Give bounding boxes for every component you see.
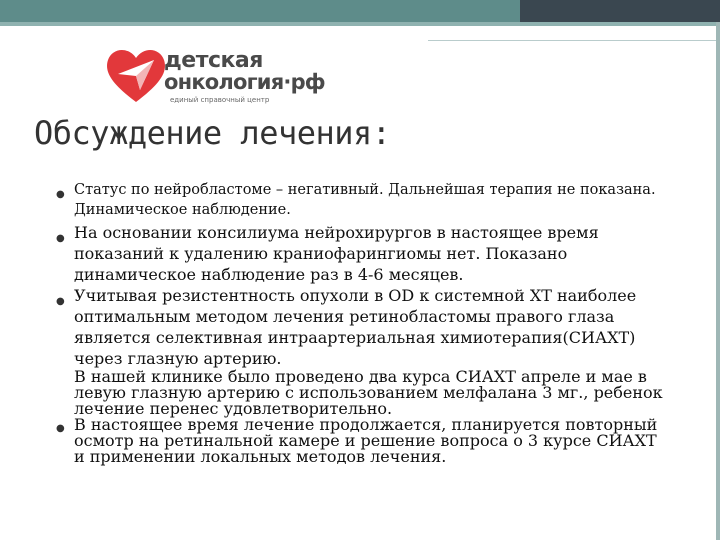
bullet-icon: ● — [56, 296, 65, 307]
bullet-icon: ● — [56, 189, 65, 200]
header-rule — [428, 40, 716, 41]
list-item — [52, 180, 672, 220]
bullet-text: Статус по нейробластоме – негативный. Дальнейшая терапия не показана. Динамическое наблюдение. — [74, 182, 656, 218]
bullet-text: В настоящее время лечение продолжается, планируется повторный осмотр на ретинальной камере и решение вопроса о 3 курсе СИАХТ и применении локальных методов лечения. — [74, 415, 658, 466]
logo-line1: детская — [164, 48, 263, 73]
top-bar-accent — [0, 0, 520, 22]
bullet-icon: ● — [56, 233, 65, 244]
bullet-text: Учитывая резистентность опухоли в OD к системной ХТ наиболее оптимальным методом лечения ретинобластомы правого глаза является селективная интраартериальная химиотерапия(СИАХТ) через глазную артерию. — [74, 286, 637, 368]
list-item — [52, 222, 672, 285]
bullet-list — [52, 180, 672, 465]
heart-logo-icon — [104, 44, 168, 106]
list-item — [52, 417, 672, 465]
top-bar-line — [0, 22, 720, 26]
logo — [104, 42, 324, 108]
slide-title: Обсуждение лечения: — [34, 114, 391, 152]
bullet-text: На основании консилиума нейрохирургов в настоящее время показаний к удалению краниофарингиомы нет. Показано динамическое наблюдение раз в 4-6 месяцев. — [74, 223, 599, 284]
top-bar-dark — [520, 0, 720, 22]
bullet-icon: ● — [56, 423, 65, 434]
logo-subtitle: единый справочный центр — [170, 96, 270, 104]
logo-line2: онкология·рф — [164, 70, 325, 94]
right-border — [716, 22, 720, 540]
bullet-subtext: В нашей клинике было проведено два курса СИАХТ апреле и мае в левую глазную артерию с использованием мелфалана 3 мг., ребенок лечение перенес удовлетворительно. — [74, 367, 663, 418]
list-item — [52, 285, 672, 417]
